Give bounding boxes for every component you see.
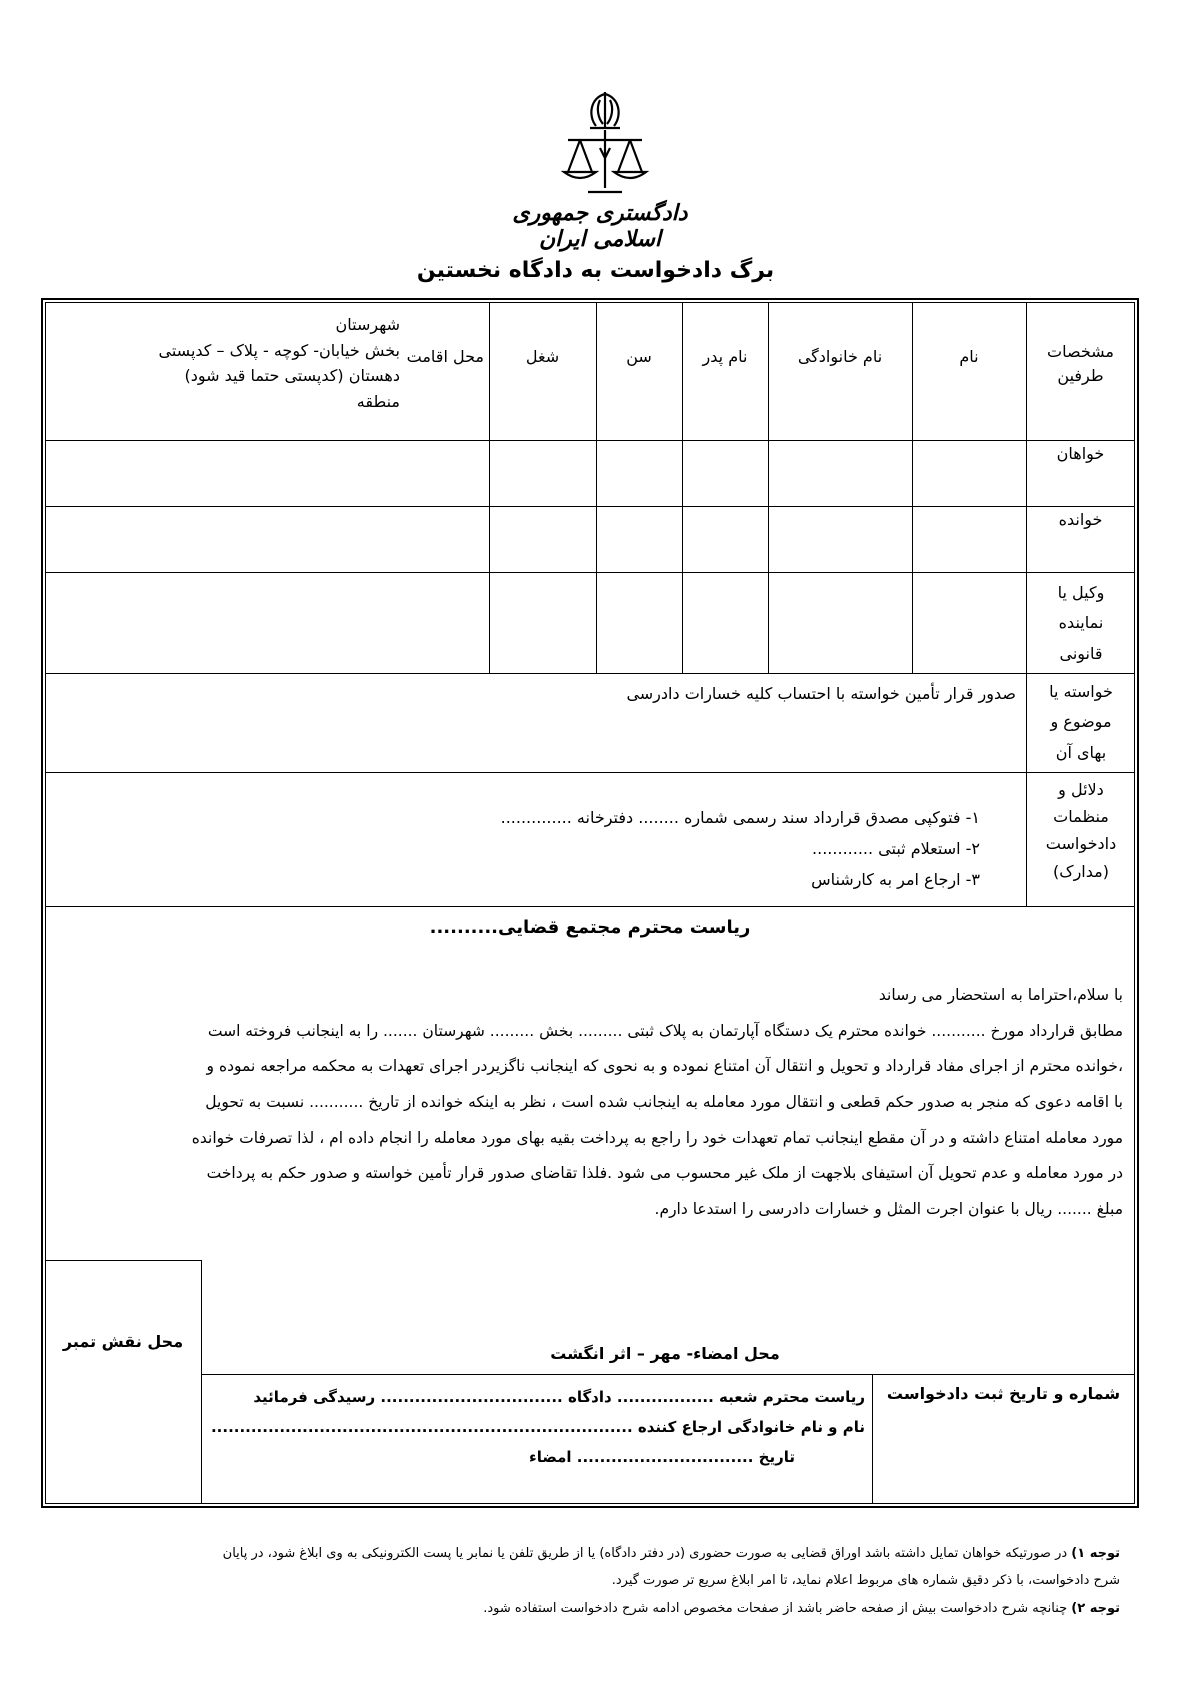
row-divider <box>45 906 1135 907</box>
footnote-1 <box>60 1540 1120 1567</box>
letter-line: مورد معامله امتناع داشته و در آن مقطع اینجانب تمام تعهدات خود را راجع به پرداخت بقیه بهای مورد معامله را انجام داده ام ، لذا تصرفات خوانده <box>191 1128 1123 1147</box>
letter-body <box>58 978 1123 1227</box>
footnote-2-text: چنانچه شرح دادخواست بیش از صفحه حاضر باشد از صفحات مخصوص ادامه شرح دادخواست استفاده شود. <box>483 1600 1072 1616</box>
col-divider <box>1026 302 1027 906</box>
referral-line: تاریخ ............................... امضاء <box>529 1448 795 1466</box>
stamp-box-top <box>45 1260 201 1261</box>
footnote-1-continued: شرح دادخواست، با ذکر دقیق شماره های مربوط اعلام نماید، تا امر ابلاغ سریع تر صورت گیرد. <box>611 1573 1120 1589</box>
address-line: دهستان (کدپستی حتما قید شود) <box>184 366 400 386</box>
footnote-1-text: در صورتیکه خواهان تمایل داشته باشد اوراق قضایی به صورت حضوری (در دفتر دادگاه) یا از طریق تلفن یا نمابر یا پست الکترونیکی به وی ابلاغ شود، در پایان <box>222 1546 1072 1561</box>
claim-value: صدور قرار تأمین خواسته با احتساب کلیه خسارات دادرسی <box>626 684 1016 703</box>
evidence-item: ۲- استعلام ثبتی ............ <box>812 839 980 859</box>
row-divider <box>45 506 1135 507</box>
col-header-first-name: نام <box>959 347 979 366</box>
col-header-age: سن <box>626 347 652 366</box>
row-divider <box>45 440 1135 441</box>
col-header-residence: محل اقامت <box>406 347 484 366</box>
col-header-specs: مشخصات طرفین <box>1047 342 1114 385</box>
row-divider <box>45 772 1135 773</box>
row-label-plaintiff: خواهان <box>1056 444 1105 463</box>
evidence-item: ۱- فتوکپی مصدق قرارداد سند رسمی شماره ........ دفترخانه .............. <box>500 808 980 827</box>
signature-label: محل امضاء- مهر – اثر انگشت <box>550 1344 780 1363</box>
row-divider <box>45 572 1135 573</box>
evidence-list <box>440 802 980 896</box>
footnote-2-title: توجه ۲) <box>1071 1600 1120 1616</box>
address-line: منطقه <box>356 391 400 411</box>
col-header-father-name: نام پدر <box>702 347 748 366</box>
row-label-attorney: وکیل یا نماینده قانونی <box>1057 583 1105 663</box>
evidence-item: ۳- ارجاع امر به کارشناس <box>811 870 980 890</box>
stamp-box-side <box>201 1260 202 1504</box>
letter-line: مطابق قرارداد مورخ ........... خوانده محترم یک دستگاه آپارتمان به پلاک ثبتی ......... بخش ......... شهرستان ....... را به اینجانب فروخته است <box>207 1021 1123 1040</box>
row-label-defendant: خوانده <box>1058 510 1103 529</box>
referral-line: ریاست محترم شعبه ................. دادگاه ................................ رسیدگی فرمائید <box>253 1388 865 1406</box>
referral-line: نام و نام خانوادگی ارجاع کننده .......................................................................... <box>210 1418 865 1436</box>
footnote-2 <box>60 1595 1120 1622</box>
letter-addressee: ریاست محترم مجتمع قضایی.......... <box>429 917 751 938</box>
letter-line: در مورد معامله و عدم تحویل آن استیفای بلاجهت از ملک غیر محسوب می شود .فلذا تقاضای صدور قرار تأمین خواسته و صدور حکم به پرداخت <box>206 1164 1123 1183</box>
footnote-1-title: توجه ۱) <box>1071 1546 1120 1561</box>
evidence-label: دلائل و منظمات دادخواست (مدارک) <box>1045 780 1117 881</box>
letter-greeting: با سلام،احتراما به استحضار می رساند <box>878 986 1123 1004</box>
letter-line: ،خوانده محترم از اجرای مفاد قرارداد و تحویل و انتقال آن امتناع نموده و به نحوی که اینجانب ناگزیردر اجرای تعهدات به محکمه مراجعه نموده و <box>206 1057 1123 1076</box>
referral-block <box>210 1382 865 1472</box>
row-divider <box>45 673 1135 674</box>
iran-emblem-scales-icon <box>560 88 650 200</box>
registration-label: شماره و تاریخ ثبت دادخواست <box>886 1384 1121 1403</box>
col-header-address <box>80 312 400 414</box>
letter-line: با اقامه دعوی که منجر به صدور حکم قطعی و انتقال مورد معامله به اینجانب شده است ، نظر به اینکه خوانده از تاریخ ........... نسبت به تحویل <box>205 1092 1123 1111</box>
footnotes <box>60 1540 1120 1622</box>
registration-top <box>201 1374 1135 1375</box>
address-line: شهرستان <box>335 315 400 334</box>
col-header-job: شغل <box>525 347 560 366</box>
stamp-label: محل نقش تمبر <box>62 1332 184 1351</box>
judiciary-name: دادگستری جمهوری اسلامی ایران <box>512 200 688 252</box>
letter-line: مبلغ ....... ریال با عنوان اجرت المثل و خسارات دادرسی را استدعا دارم. <box>654 1199 1123 1218</box>
address-line: بخش خیابان- کوچه - پلاک – کدپستی <box>158 340 400 360</box>
claim-label: خواسته یا موضوع و بهای آن <box>1049 682 1113 762</box>
form-inner-frame <box>45 302 1135 1504</box>
form-title: برگ دادخواست به دادگاه نخستین <box>416 258 775 283</box>
col-header-last-name: نام خانوادگی <box>797 347 883 366</box>
